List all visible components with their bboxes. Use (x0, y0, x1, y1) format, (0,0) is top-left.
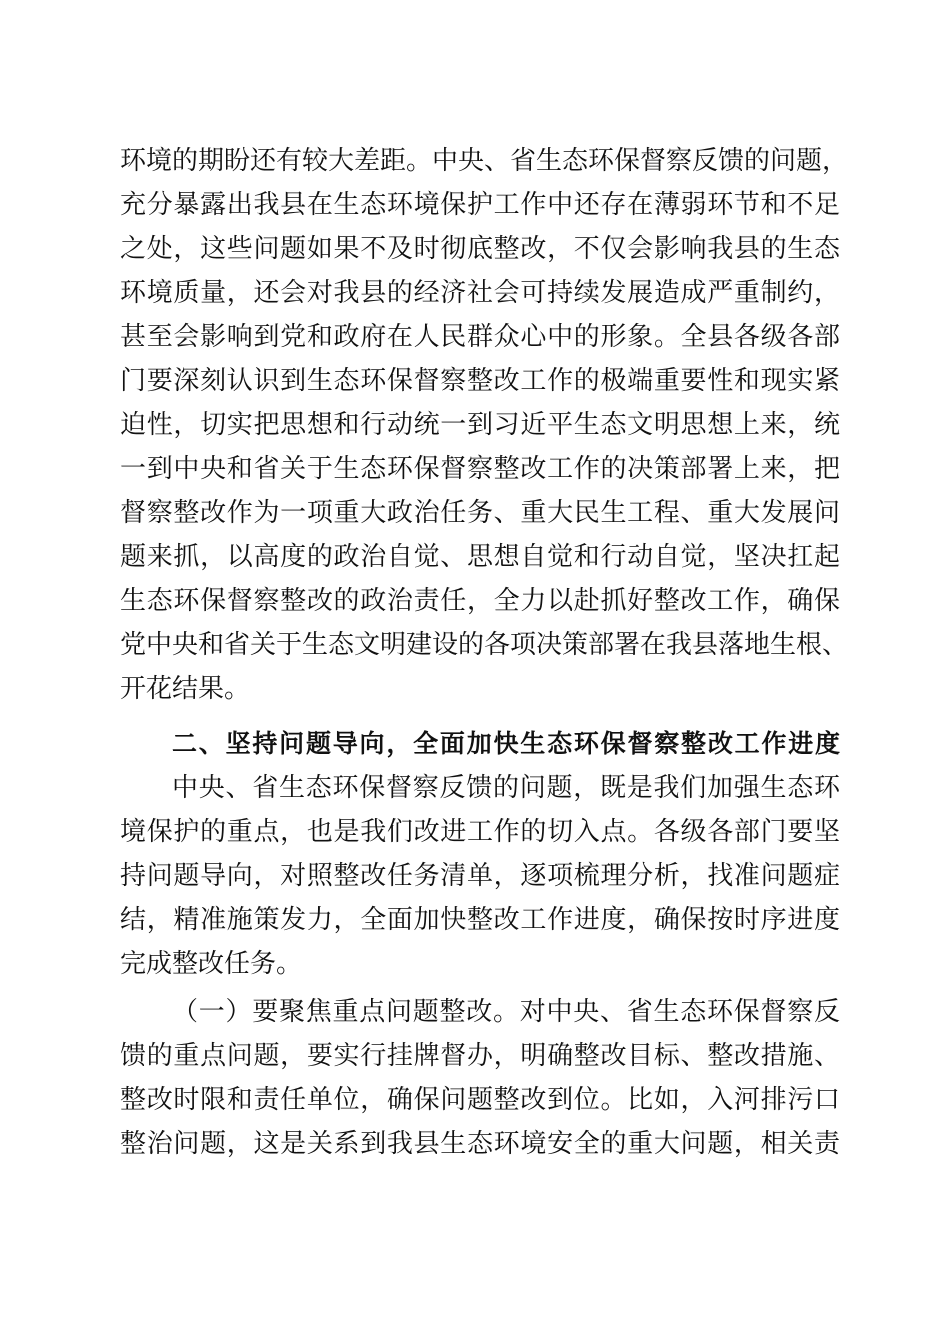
paragraph-line: 充分暴露出我县在生态环境保护工作中还存在薄弱环节和不足 (120, 190, 840, 220)
paragraph-line: 中央、省生态环保督察反馈的问题，既是我们加强生态环 (172, 773, 840, 803)
paragraph-line: 门要深刻认识到生态环保督察整改工作的极端重要性和现实紧 (120, 366, 840, 396)
paragraph-line: 环境质量，还会对我县的经济社会可持续发展造成严重制约， (120, 278, 840, 308)
paragraph-line: 甚至会影响到党和政府在人民群众心中的形象。全县各级各部 (120, 322, 840, 352)
paragraph-line: 之处，这些问题如果不及时彻底整改，不仅会影响我县的生态 (120, 234, 840, 264)
paragraph-line: 生态环保督察整改的政治责任，全力以赴抓好整改工作，确保 (120, 586, 840, 616)
paragraph-line: 一到中央和省关于生态环保督察整改工作的决策部署上来，把 (120, 454, 840, 484)
paragraph-line: 馈的重点问题，要实行挂牌督办，明确整改目标、整改措施、 (120, 1041, 840, 1071)
paragraph-line: （一）要聚焦重点问题整改。对中央、省生态环保督察反 (172, 997, 840, 1027)
paragraph-line: 督察整改作为一项重大政治任务、重大民生工程、重大发展问 (120, 498, 840, 528)
paragraph-line: 党中央和省关于生态文明建设的各项决策部署在我县落地生根、 (120, 630, 849, 660)
paragraph-line: 境保护的重点，也是我们改进工作的切入点。各级各部门要坚 (120, 817, 840, 847)
paragraph-line: 结，精准施策发力，全面加快整改工作进度，确保按时序进度 (120, 905, 840, 935)
paragraph-line: 开花结果。 (120, 674, 251, 704)
paragraph-line: 整治问题，这是关系到我县生态环境安全的重大问题，相关责 (120, 1129, 840, 1159)
paragraph-line: 题来抓，以高度的政治自觉、思想自觉和行动自觉，坚决扛起 (120, 542, 840, 572)
paragraph-line: 整改时限和责任单位，确保问题整改到位。比如，入河排污口 (120, 1085, 840, 1115)
paragraph-line: 迫性，切实把思想和行动统一到习近平生态文明思想上来，统 (120, 410, 840, 440)
paragraph-line: 环境的期盼还有较大差距。中央、省生态环保督察反馈的问题， (120, 146, 849, 176)
section-heading: 二、坚持问题导向，全面加快生态环保督察整改工作进度 (172, 729, 840, 758)
paragraph-line: 持问题导向，对照整改任务清单，逐项梳理分析，找准问题症 (120, 861, 840, 891)
paragraph-line: 完成整改任务。 (120, 949, 303, 979)
